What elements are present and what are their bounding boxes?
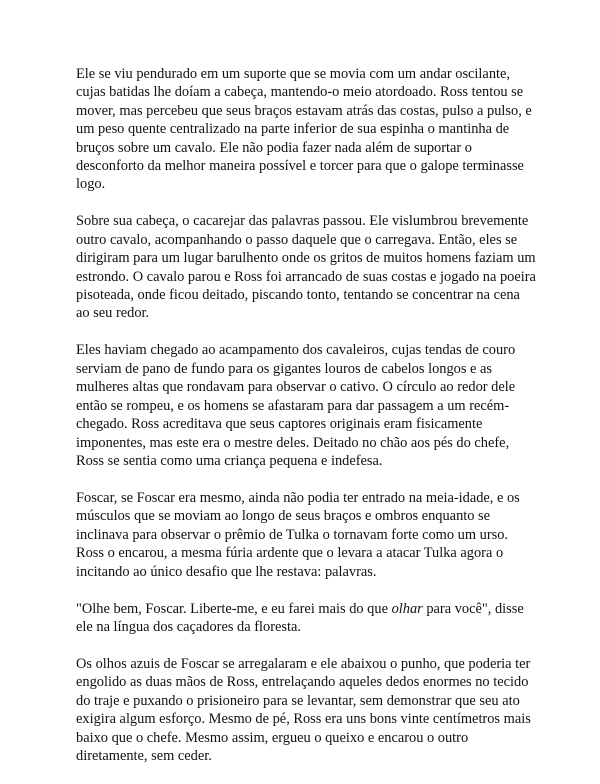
document-page	[76, 65, 536, 784]
dialogue-after: para você", disse ele na língua dos caçadores da floresta.	[76, 600, 524, 635]
paragraph-1: Ele se viu pendurado em um suporte que se movia com um andar oscilante, cujas batidas lhe doíam a cabeça, mantendo-o meio atordoado. Ross tentou se mover, mas percebeu que seus braços estavam atrás das costas, pulso a pulso, e um peso quente centralizado na parte inferior de sua espinha o mantinha de bruços sobre um cavalo. Ele não podia fazer nada além de suportar o desconforto da melhor maneira possível e torcer para que o galope terminasse logo.	[76, 66, 532, 193]
dialogue-before: "Olhe bem, Foscar. Liberte-me, e eu farei mais do que	[76, 600, 392, 617]
paragraph-3: Eles haviam chegado ao acampamento dos cavaleiros, cujas tendas de couro serviam de pano de fundo para os gigantes louros de cabelos longos e as mulheres altas que rondavam para observar o cativo. O círculo ao redor dele então se rompeu, e os homens se afastaram para dar passagem a um recém-chegado. Ross acreditava que seus captores originais eram fisicamente imponentes, mas este era o mestre deles. Deitado no chão aos pés do chefe, Ross se sentia como uma criança pequena e indefesa.	[76, 342, 516, 469]
paragraph-2: Sobre sua cabeça, o cacarejar das palavras passou. Ele vislumbrou brevemente outro cavalo, acompanhando o passo daquele que o carregava. Então, eles se dirigiram para um lugar barulhento onde os gritos de muitos homens faziam um estrondo. O cavalo parou e Ross foi arrancado de suas costas e jogado na poeira pisoteada, onde ficou deitado, piscando tonto, tentando se concentrar na cena ao seu redor.	[76, 213, 536, 322]
dialogue-emphasis: olhar	[391, 600, 423, 617]
paragraph-5-dialogue	[76, 600, 536, 637]
paragraph-6: Os olhos azuis de Foscar se arregalaram e ele abaixou o punho, que poderia ter engolido as duas mãos de Ross, entrelaçando aqueles dedos enormes no tecido do traje e puxando o prisioneiro para se levantar, sem demonstrar que seu ato exigira algum esforço. Mesmo de pé, Ross era uns bons vinte centímetros mais baixo que o chefe. Mesmo assim, ergueu o queixo e encarou o outro diretamente, sem ceder.	[76, 655, 531, 764]
paragraph-4: Foscar, se Foscar era mesmo, ainda não podia ter entrado na meia-idade, e os músculos que se moviam ao longo de seus braços e ombros enquanto se inclinava para observar o prêmio de Tulka o tornavam forte como um urso. Ross o encarou, a mesma fúria ardente que o levara a atacar Tulka agora o incitando ao único desafio que lhe restava: palavras.	[76, 489, 520, 580]
